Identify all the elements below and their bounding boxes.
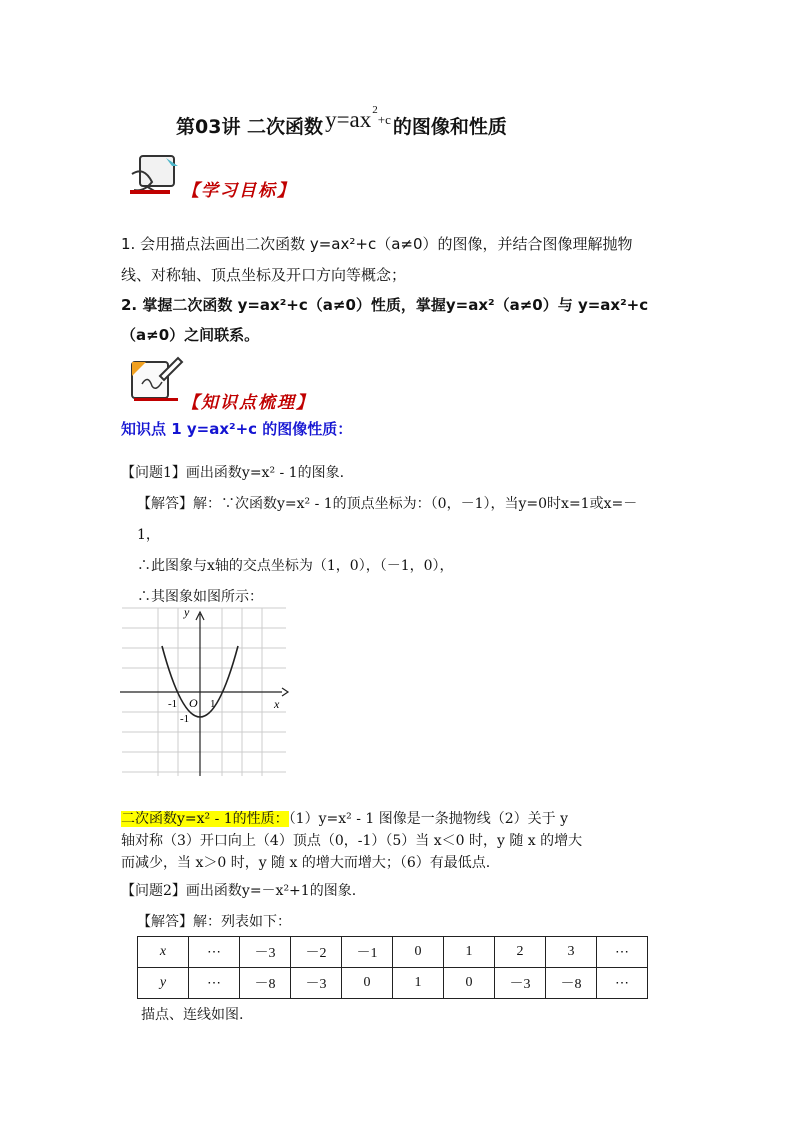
answer-1-line-1: 【解答】解：∵次函数y=x² - 1的顶点坐标为：（0，－1），当y=0时x=1或x=－ [137,496,638,512]
goal-line-3: 2. 掌握二次函数 y=ax²+c（a≠0）性质，掌握y=ax²（a≠0）与 y=ax²+c [121,296,649,314]
question-2: 【问题2】画出函数y=－x²+1的图象. [121,883,357,899]
title-formula: y=ax [325,107,372,132]
table-cell: 0 [393,937,444,968]
table-header-y: y [138,968,189,999]
graph-origin-label: O [189,696,198,710]
table-cell: 1 [444,937,495,968]
answer-2-after-table: 描点、连线如图. [141,1007,244,1023]
table-cell: ⋯ [597,937,648,968]
knowledge-point-1-heading: 知识点 1 y=ax²+c 的图像性质： [121,420,353,438]
properties-line-2: 轴对称（3）开口向上（4）顶点（0，-1）（5）当 x＜0 时，y 随 x 的增大 [121,833,583,849]
goal-line-4: （a≠0）之间联系。 [121,326,260,344]
table-row-y [138,968,648,999]
section-knowledge-summary: 【知识点梳理】 [182,393,315,413]
table-header-x: x [138,937,189,968]
scroll-quill-icon [126,152,186,198]
table-cell: －3 [291,968,342,999]
title-superscript: 2 [372,104,378,116]
table-row-x [138,937,648,968]
table-cell: －3 [495,968,546,999]
graph-tick-1-x: 1 [210,698,216,710]
graph-x-axis-label: x [274,697,280,711]
title-plus-c: +c [377,112,391,127]
table-cell: ⋯ [597,968,648,999]
title-rest: 的图像和性质 [392,116,507,138]
table-cell: 0 [444,968,495,999]
graph-tick-neg1-x: -1 [168,698,178,710]
table-cell: ⋯ [189,937,240,968]
answer-2: 【解答】解：列表如下： [137,914,291,930]
question-1: 【问题1】画出函数y=x² - 1的图象. [121,465,345,481]
properties-line-3: 而减少，当 x＞0 时，y 随 x 的增大而增大；（6）有最低点. [121,855,491,871]
graph-y-axis-label: y [184,605,190,619]
table-cell: －3 [240,937,291,968]
graph-tick-neg1-y: -1 [180,713,190,725]
table-cell: －8 [546,968,597,999]
answer-1-line-3: ∴此图象与x轴的交点坐标为（1，0），（－1，0）， [137,558,454,574]
table-cell: －8 [240,968,291,999]
table-cell: ⋯ [189,968,240,999]
properties-line-1-rest: （1）y=x² - 1 图像是一条抛物线（2）关于 y [288,811,568,827]
page-title [176,104,507,139]
goal-line-2: 线、对称轴、顶点坐标及开口方向等概念； [121,266,407,284]
table-cell: 2 [495,937,546,968]
answer-1-line-4: ∴其图象如图所示： [137,589,263,605]
table-cell: 1 [393,968,444,999]
value-table [137,936,648,999]
parabola-graph [118,604,290,780]
title-prefix: 第03讲 二次函数 [176,116,324,138]
answer-1-line-2: 1， [137,527,160,543]
section-learning-goals: 【学习目标】 [182,181,296,201]
table-cell: －1 [342,937,393,968]
notebook-pencil-icon [126,354,188,402]
goal-line-1: 1. 会用描点法画出二次函数 y=ax²+c（a≠0）的图像，并结合图像理解抛物 [121,235,633,253]
table-cell: 3 [546,937,597,968]
table-cell: －2 [291,937,342,968]
properties-highlight: 二次函数y=x² - 1的性质： [121,811,289,827]
properties-line-1 [121,808,568,828]
table-cell: 0 [342,968,393,999]
